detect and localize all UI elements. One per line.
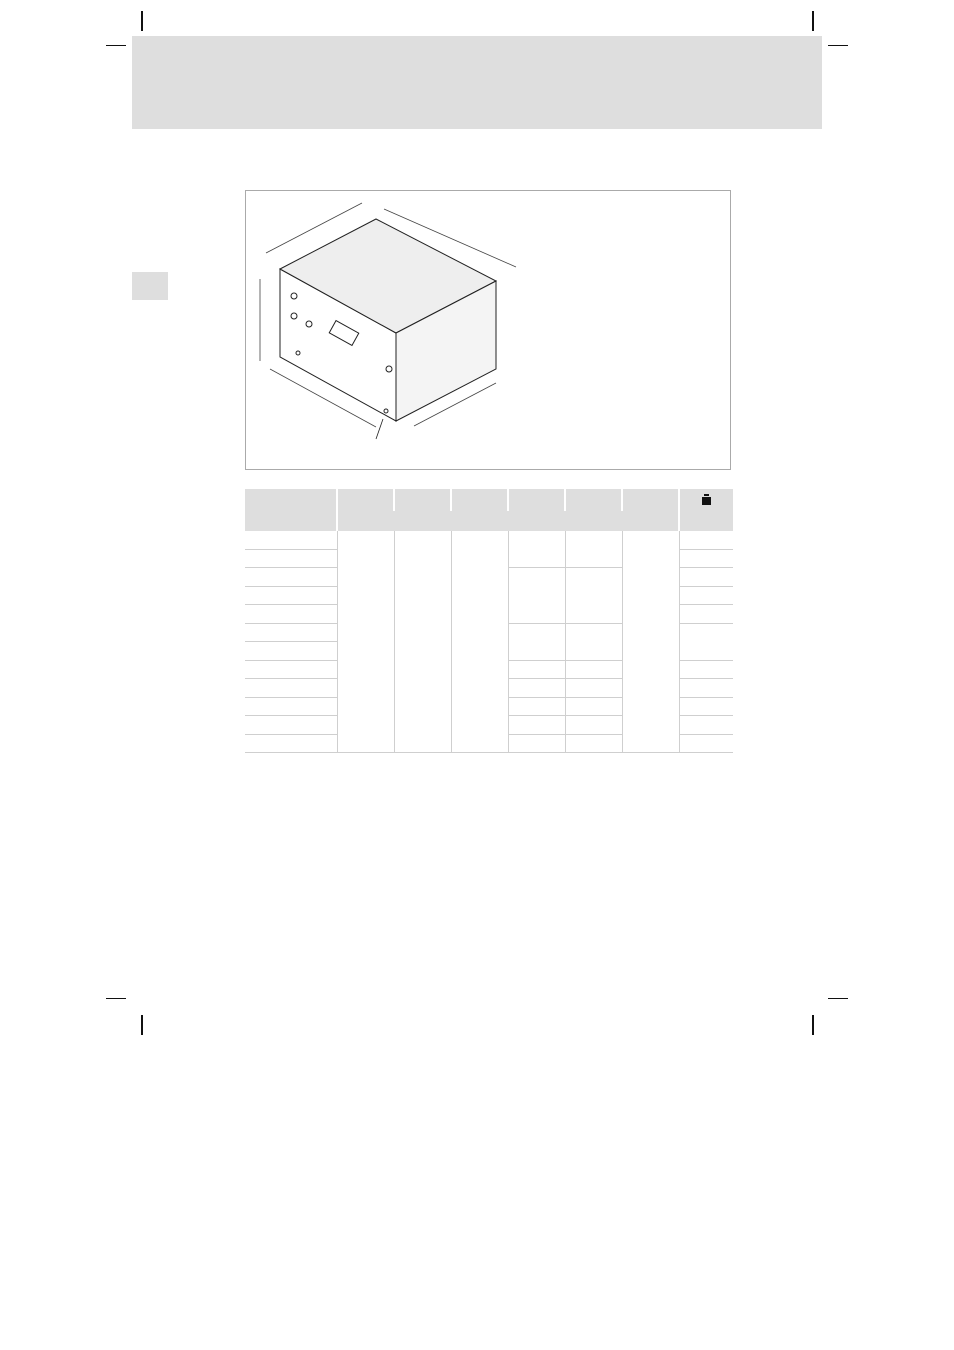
value-e (565, 531, 622, 568)
type-name (245, 586, 337, 605)
value-e (565, 660, 622, 679)
value-d (508, 679, 565, 698)
header-type (245, 489, 337, 531)
value-kg (679, 586, 733, 605)
value-d (508, 623, 565, 660)
header-weight (679, 489, 733, 511)
crop-mark (828, 45, 848, 46)
value-kg (679, 734, 733, 753)
crop-mark (141, 1015, 143, 1035)
header-e (565, 489, 622, 511)
resistor-drawing (245, 190, 731, 470)
value-e (565, 716, 622, 735)
crop-mark (812, 11, 814, 31)
weight-icon (702, 493, 711, 505)
type-name (245, 568, 337, 587)
crop-mark (828, 998, 848, 999)
chapter-header (132, 36, 822, 129)
value-d (508, 734, 565, 753)
side-tab-marker (132, 272, 168, 300)
value-kg (679, 716, 733, 735)
type-name (245, 549, 337, 568)
type-name (245, 679, 337, 698)
unit-kg (679, 511, 733, 531)
value-d (508, 568, 565, 624)
crop-mark (141, 11, 143, 31)
header-g1 (622, 489, 679, 511)
type-name (245, 623, 337, 642)
crop-mark (106, 998, 126, 999)
dimensions-table (245, 489, 733, 753)
resistor-illustration (246, 191, 732, 471)
value-d (508, 660, 565, 679)
value-kg (679, 531, 733, 549)
value-kg (679, 623, 733, 660)
header-c (451, 489, 508, 511)
value-d (508, 697, 565, 716)
value-kg (679, 605, 733, 624)
value-b (394, 531, 451, 753)
type-name (245, 531, 337, 549)
value-g1 (622, 531, 679, 753)
value-kg (679, 697, 733, 716)
type-name (245, 697, 337, 716)
type-name (245, 660, 337, 679)
value-kg (679, 549, 733, 568)
value-e (565, 679, 622, 698)
header-a (337, 489, 394, 511)
type-name (245, 716, 337, 735)
value-d (508, 531, 565, 568)
value-kg (679, 660, 733, 679)
value-e (565, 734, 622, 753)
header-b (394, 489, 451, 511)
value-kg (679, 679, 733, 698)
type-name (245, 605, 337, 624)
type-name (245, 734, 337, 753)
value-e (565, 697, 622, 716)
value-e (565, 623, 622, 660)
header-d (508, 489, 565, 511)
crop-mark (812, 1015, 814, 1035)
value-d (508, 716, 565, 735)
unit-mm (337, 511, 679, 531)
value-c (451, 531, 508, 753)
value-a (337, 531, 394, 753)
crop-mark (106, 45, 126, 46)
table-row (245, 531, 733, 549)
value-e (565, 568, 622, 624)
type-name (245, 642, 337, 661)
value-kg (679, 568, 733, 587)
